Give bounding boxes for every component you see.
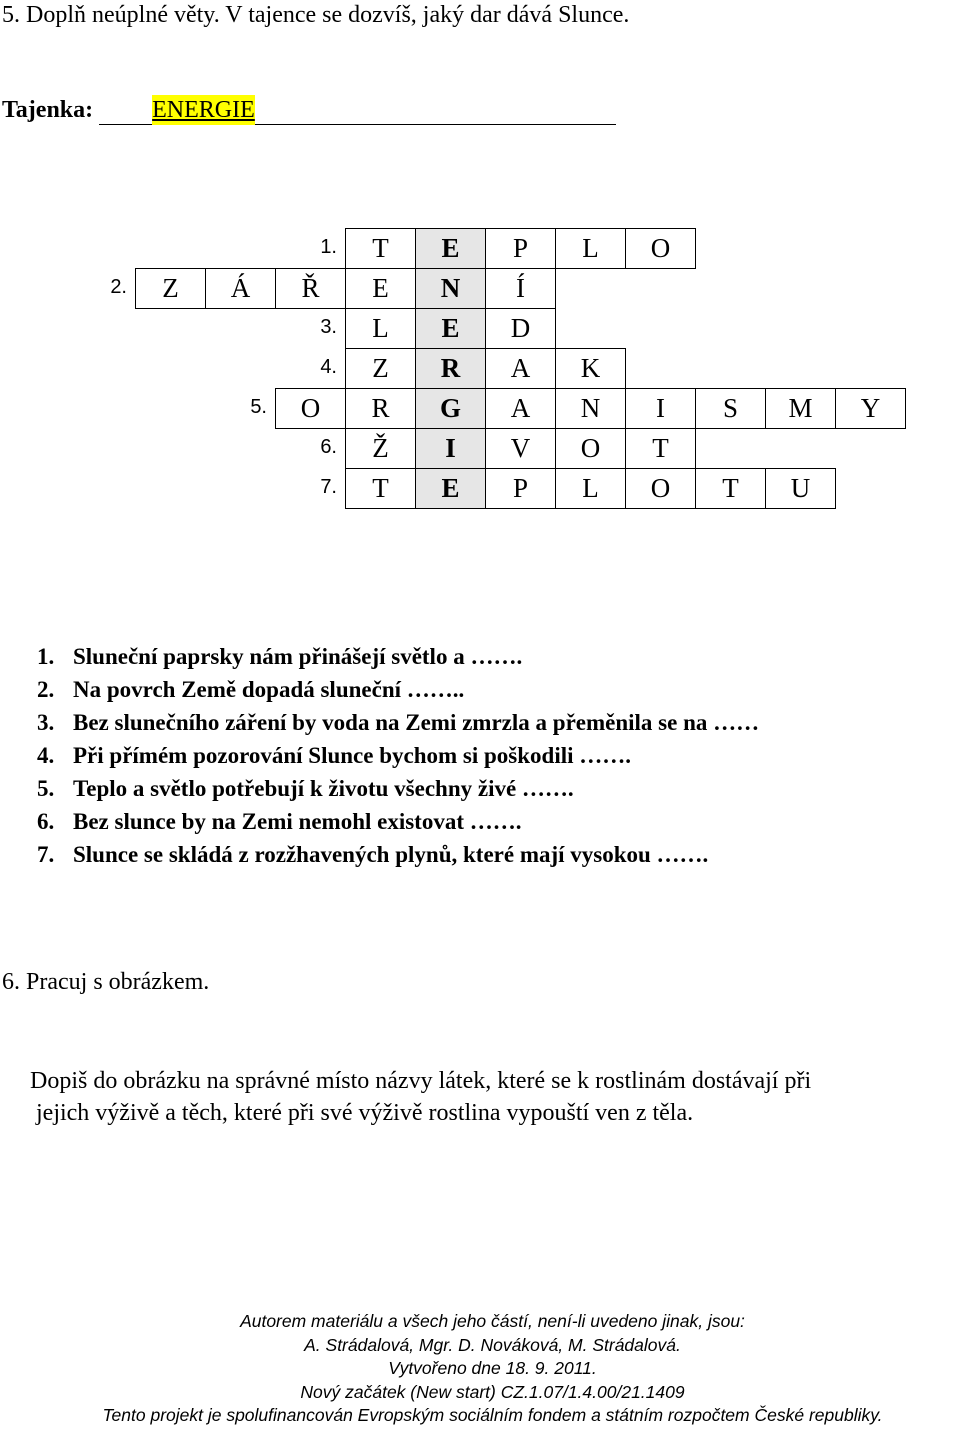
crossword-cell: T	[345, 228, 415, 268]
clue-text: Teplo a světlo potřebují k životu všechny živé …….	[73, 776, 574, 801]
clue-number: 5.	[37, 776, 55, 801]
footer-line-authors: A. Strádalová, Mgr. D. Nováková, M. Strádalová.	[304, 1334, 681, 1355]
crossword-cell: Z	[135, 268, 205, 308]
crossword-key-cell: E	[415, 468, 485, 508]
crossword-cell: K	[555, 348, 625, 388]
task5-heading: 5. Doplň neúplné věty. V tajence se dozvíš, jaký dar dává Slunce.	[2, 2, 630, 28]
crossword-row-end-border	[625, 348, 626, 388]
crossword-cell: P	[485, 228, 555, 268]
crossword-row-end-border	[835, 468, 836, 508]
task6-line-2: jejich výživě a těch, které při své výživě rostlina vypouští ven z těla.	[36, 1100, 694, 1126]
crossword-grid-line	[135, 268, 696, 269]
crossword-key-cell: R	[415, 348, 485, 388]
crossword-cell: A	[485, 348, 555, 388]
clue-item	[37, 805, 759, 838]
crossword-cell: N	[555, 388, 625, 428]
task6-instructions	[30, 1065, 960, 1129]
crossword-cell: Y	[835, 388, 905, 428]
crossword-row-number: 5.	[250, 396, 267, 418]
crossword-cell: A	[485, 388, 555, 428]
clue-item	[37, 706, 759, 739]
crossword-cell: L	[555, 468, 625, 508]
crossword-cell: T	[345, 468, 415, 508]
crossword-grid-line	[135, 308, 556, 309]
clue-item	[37, 838, 759, 871]
footer-line-project: Nový začátek (New start) CZ.1.07/1.4.00/21.1409	[300, 1381, 685, 1402]
footer-line-authors-label: Autorem materiálu a všech jeho částí, není-li uvedeno jinak, jsou:	[240, 1311, 745, 1331]
clue-text: Slunce se skládá z rozžhavených plynů, které mají vysokou …….	[73, 842, 709, 867]
crossword-cell: P	[485, 468, 555, 508]
crossword-cell: O	[625, 228, 695, 268]
crossword-row-number: 4.	[320, 356, 337, 378]
crossword-grid-line	[275, 388, 906, 389]
crossword-cell: L	[555, 228, 625, 268]
crossword-row-end-border	[905, 388, 906, 428]
clue-text: Na povrch Země dopadá sluneční ……..	[73, 677, 465, 702]
crossword-cell: Ř	[275, 268, 345, 308]
clue-number: 4.	[37, 743, 55, 768]
crossword-row-end-border	[695, 228, 696, 268]
crossword-row-end-border	[555, 308, 556, 348]
crossword-cell: Z	[345, 348, 415, 388]
clue-text: Bez slunečního záření by voda na Zemi zmrzla a přeměnila se na ……	[73, 710, 760, 735]
clue-number: 2.	[37, 677, 55, 702]
clue-item	[37, 673, 759, 706]
crossword-row-number: 7.	[320, 476, 337, 498]
crossword-row-end-border	[555, 268, 556, 308]
crossword-cell: L	[345, 308, 415, 348]
clue-text: Bez slunce by na Zemi nemohl existovat …….	[73, 809, 522, 834]
clue-text: Sluneční paprsky nám přinášejí světlo a …….	[73, 644, 523, 669]
task6-line-1: Dopiš do obrázku na správné místo názvy látek, které se k rostlinám dostávají při	[30, 1068, 812, 1094]
crossword-cell: Í	[485, 268, 555, 308]
crossword-cell: E	[345, 268, 415, 308]
crossword-cell: T	[625, 428, 695, 468]
crossword-grid-line	[345, 468, 836, 469]
crossword-cell: Ž	[345, 428, 415, 468]
clue-text: Při přímém pozorování Slunce bychom si poškodili …….	[73, 743, 632, 768]
tajenka-label: Tajenka:	[2, 97, 94, 123]
clue-number: 1.	[37, 644, 55, 669]
task6-heading: 6. Pracuj s obrázkem.	[2, 969, 210, 995]
crossword-cell: U	[765, 468, 835, 508]
crossword-cell: S	[695, 388, 765, 428]
crossword-row-number: 1.	[320, 236, 337, 258]
crossword-cell: T	[695, 468, 765, 508]
clue-number: 7.	[37, 842, 55, 867]
crossword-cell: M	[765, 388, 835, 428]
crossword-grid-line	[345, 228, 696, 229]
footer-line-created: Vytvořeno dne 18. 9. 2011.	[388, 1358, 597, 1378]
crossword-key-cell: E	[415, 308, 485, 348]
crossword-row-number: 6.	[320, 436, 337, 458]
crossword-cell: O	[555, 428, 625, 468]
footer-credits	[0, 1310, 960, 1428]
crossword-cell: I	[625, 388, 695, 428]
crossword-cell: D	[485, 308, 555, 348]
crossword-key-cell: I	[415, 428, 485, 468]
crossword-grid	[0, 0, 960, 560]
clue-item	[37, 739, 759, 772]
clue-number: 6.	[37, 809, 55, 834]
crossword-grid-line	[345, 508, 836, 509]
tajenka-answer: ENERGIE	[152, 97, 255, 123]
clue-number: 3.	[37, 710, 55, 735]
footer-line-funding: Tento projekt je spolufinancován Evropským sociálním fondem a státním rozpočtem České republiky.	[102, 1405, 883, 1425]
crossword-row-end-border	[695, 428, 696, 468]
clue-list	[37, 640, 759, 871]
crossword-cell: Á	[205, 268, 275, 308]
crossword-cell: V	[485, 428, 555, 468]
clue-item	[37, 640, 759, 673]
crossword-row-number: 2.	[110, 276, 127, 298]
crossword-cell: R	[345, 388, 415, 428]
crossword-key-cell: G	[415, 388, 485, 428]
crossword-key-cell: E	[415, 228, 485, 268]
clue-item	[37, 772, 759, 805]
crossword-cell: O	[275, 388, 345, 428]
crossword-row-number: 3.	[320, 316, 337, 338]
crossword-key-cell: N	[415, 268, 485, 308]
crossword-grid-line	[345, 348, 626, 349]
crossword-cell: O	[625, 468, 695, 508]
crossword-grid-line	[275, 428, 906, 429]
